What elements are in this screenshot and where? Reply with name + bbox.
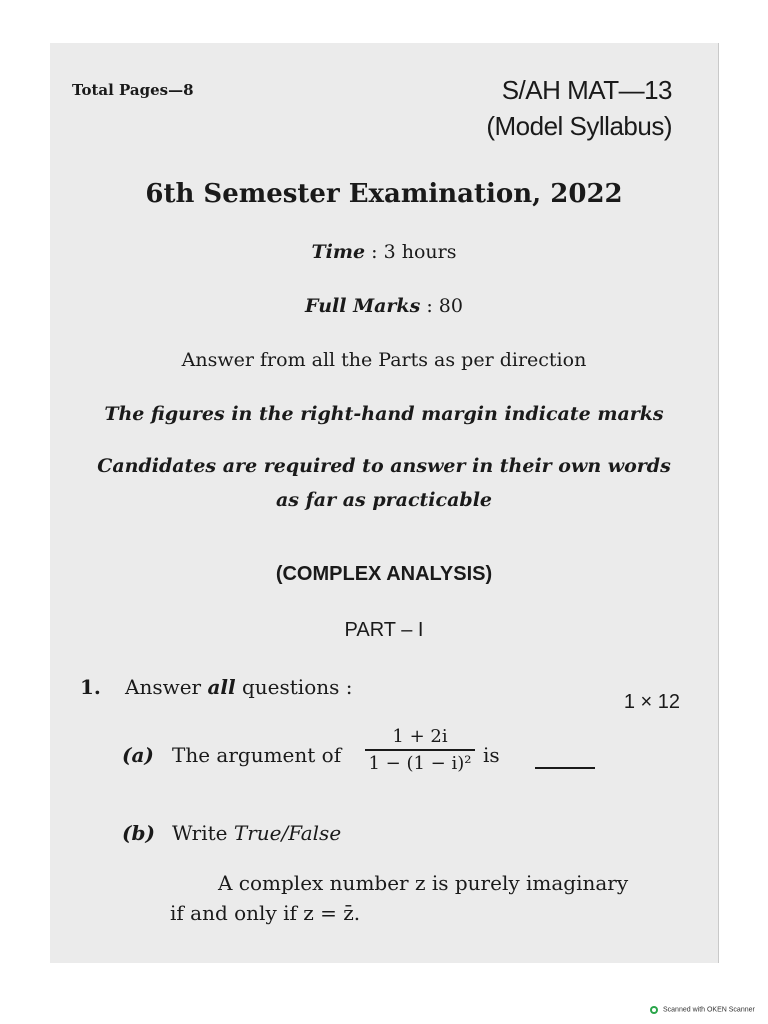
subquestion-b-statement-line-1: A complex number z is purely imaginary <box>218 871 629 895</box>
subquestion-a-label: (a) <box>122 743 154 767</box>
instruction-parts: Answer from all the Parts as per direction <box>181 349 587 371</box>
fraction-denominator: 1 − (1 − i)² <box>368 753 472 774</box>
full-marks-label: Full Marks <box>305 295 421 317</box>
question-number: 1. <box>80 675 101 699</box>
subquestion-a-text: The argument of <box>172 743 342 767</box>
oken-scanner-logo-icon <box>650 1006 658 1014</box>
subquestion-b-emph: True/False <box>233 821 342 845</box>
question-stem <box>125 675 352 699</box>
question-marks: 1 × 12 <box>623 691 680 713</box>
instruction-marks: The figures in the right-hand margin indicate marks <box>104 403 664 425</box>
question-stem-pre: Answer <box>125 675 202 699</box>
fraction-expression <box>365 726 475 774</box>
part-title: PART – I <box>344 619 424 641</box>
exam-title: 6th Semester Examination, 2022 <box>145 179 623 209</box>
syllabus-label: (Model Syllabus) <box>486 111 672 141</box>
fraction-numerator: 1 + 2i <box>392 726 448 747</box>
full-marks-value: : 80 <box>426 295 463 317</box>
subquestion-b-text <box>172 821 341 845</box>
subquestion-b-statement-line-2: if and only if z = z̄. <box>170 901 361 925</box>
time-label: Time <box>311 241 366 263</box>
scanner-watermark <box>650 1006 755 1014</box>
subquestion-a-tail: is <box>483 743 500 767</box>
subject-title: (COMPLEX ANALYSIS) <box>275 563 493 585</box>
subquestion-b-plain: Write <box>172 821 228 845</box>
time-value: : 3 hours <box>371 241 457 263</box>
instruction-own-words-cont: as far as practicable <box>276 489 492 511</box>
time-line <box>50 241 718 263</box>
full-marks-line <box>50 295 718 317</box>
scanner-text: Scanned with OKEN Scanner <box>663 1006 755 1014</box>
subquestion-b-label: (b) <box>122 821 155 845</box>
course-code: S/AH MAT—13 <box>501 75 672 105</box>
total-pages: Total Pages—8 <box>72 81 194 99</box>
instruction-own-words: Candidates are required to answer in their own words <box>97 455 671 477</box>
exam-paper-scan <box>50 43 719 963</box>
question-stem-post: questions : <box>241 675 353 699</box>
question-stem-emph: all <box>207 675 236 699</box>
answer-blank <box>535 767 595 769</box>
